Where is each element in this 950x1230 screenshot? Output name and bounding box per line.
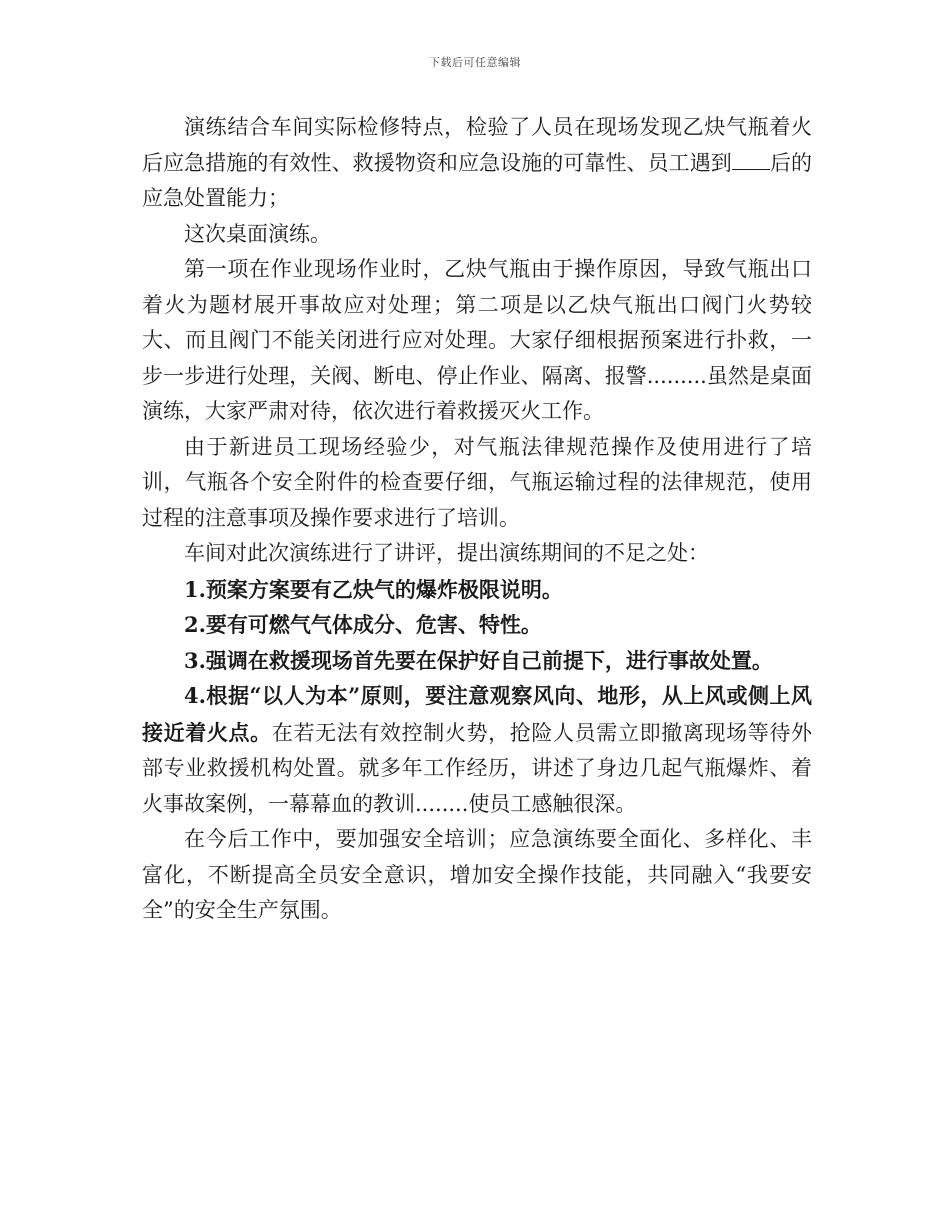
document-body bbox=[142, 110, 812, 929]
page-header: 下载后可任意编辑 bbox=[429, 56, 521, 69]
list-item-4-bold: 4.根据“以人为本”原则，要注意观察风向、地形，从上风或侧上风接近着火点。 bbox=[142, 683, 812, 745]
paragraph-review: 车间对此次演练进行了讲评，提出演练期间的不足之处： bbox=[184, 541, 709, 565]
paragraph-text: 后的应急处置能力； bbox=[142, 150, 813, 210]
list-item-4 bbox=[142, 678, 812, 822]
paragraph-future-work: 在今后工作中，要加强安全培训；应急演练要全面化、多样化、丰富化，不断提高全员安全意识，增加安全操作技能，共同融入“我要安全”的安全生产氛围。 bbox=[142, 827, 812, 922]
fill-in-blank bbox=[732, 151, 770, 170]
list-item-1: 1.预案方案要有乙炔气的爆炸极限说明。 bbox=[184, 576, 563, 602]
list-item-4-rest: 在若无法有效控制火势，抢险人员需立即撤离现场等待外部专业救援机构处置。就多年工作经历，讲述了身边几起气瓶爆炸、着火事故案例，一幕幕血的教训........使员工感触很深。 bbox=[142, 720, 813, 816]
paragraph-drill-items: 第一项在作业现场作业时，乙炔气瓶由于操作原因，导致气瓶出口着火为题材展开事故应对处理；第二项是以乙炔气瓶出口阀门火势较大、而且阀门不能关闭进行应对处理。大家仔细根据预案进行扑救，一步一步进行处理，关阀、断电、停止作业、隔离、报警.........虽然是桌面演练，大家严肃对待，依次进行着救援灭火工作。 bbox=[142, 257, 812, 423]
paragraph-text: 演练结合车间实际检修特点，检验了人员在现场发现乙炔气瓶着火后应急措施的有效性、救援物资和应急设施的可靠性、员工遇到 bbox=[142, 115, 812, 175]
list-item-2: 2.要有可燃气气体成分、危害、特性。 bbox=[184, 612, 542, 637]
paragraph-desk-drill: 这次桌面演练。 bbox=[184, 221, 331, 246]
paragraph-drill-purpose bbox=[142, 110, 812, 217]
paragraph-training: 由于新进员工现场经验少，对气瓶法律规范操作及使用进行了培训，气瓶各个安全附件的检查要仔细，气瓶运输过程的法律规范，使用过程的注意事项及操作要求进行了培训。 bbox=[142, 434, 812, 530]
list-item-3: 3.强调在救援现场首先要在保护好自己前提下，进行事故处置。 bbox=[184, 647, 773, 673]
